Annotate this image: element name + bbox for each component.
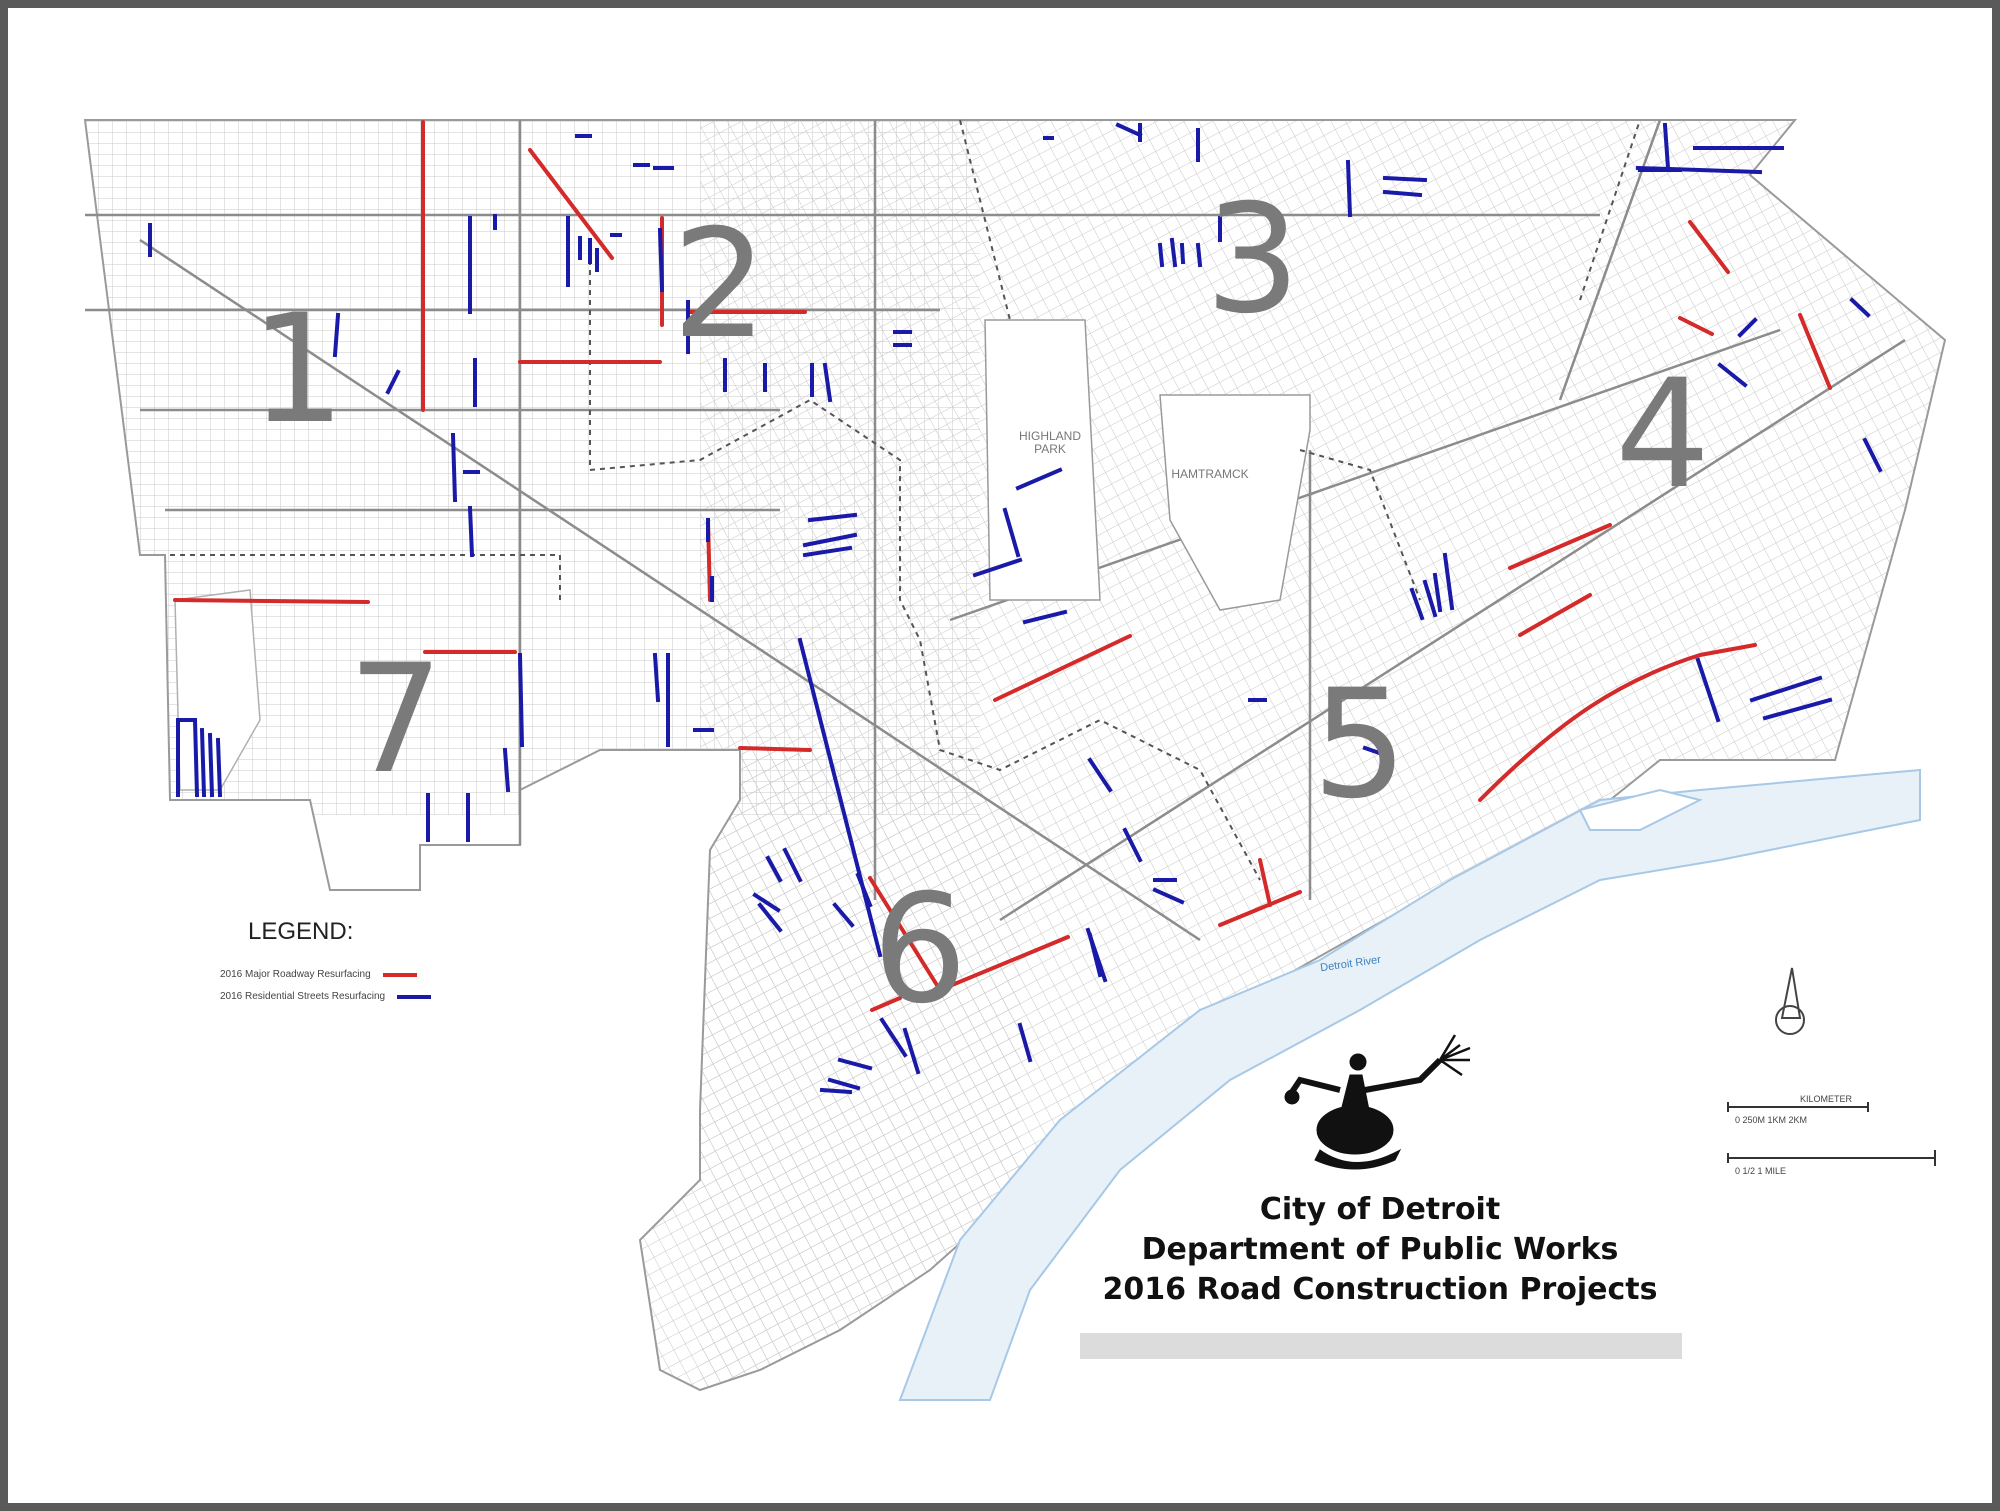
north-arrow-icon xyxy=(1776,968,1804,1034)
legend-label-residential: 2016 Residential Streets Resurfacing xyxy=(220,991,386,1002)
legend-heading: LEGEND: xyxy=(248,918,354,945)
scale-label: KILOMETER xyxy=(1800,1094,1853,1104)
district-7-label: 7 xyxy=(348,633,444,807)
subtitle-bar xyxy=(1080,1333,1682,1359)
highland-park-label: HIGHLAND PARK xyxy=(1018,429,1081,457)
legend-item-residential xyxy=(220,991,431,1002)
hamtramck-label: HAMTRAMCK xyxy=(1171,467,1249,481)
district-1-label: 1 xyxy=(250,283,346,457)
district-2-label: 2 xyxy=(672,198,768,372)
spirit-of-detroit-logo xyxy=(1285,1035,1470,1169)
district-3-label: 3 xyxy=(1205,173,1301,347)
river-label: Detroit River xyxy=(1319,953,1382,975)
district-5-label: 5 xyxy=(1312,658,1408,832)
district-4-label: 4 xyxy=(1615,348,1711,522)
scale-top-ticks: 0 250M 1KM 2KM xyxy=(1735,1115,1808,1125)
legend-label-major: 2016 Major Roadway Resurfacing xyxy=(220,969,371,980)
title-line-1: City of Detroit xyxy=(1259,1192,1501,1227)
title-line-3: 2016 Road Construction Projects xyxy=(1102,1272,1658,1307)
legend-swatch-major xyxy=(383,973,417,977)
scale-bar xyxy=(1728,1102,1935,1166)
highland-park-area xyxy=(985,320,1100,600)
legend-swatch-residential xyxy=(397,995,431,999)
scale-bottom-ticks: 0 1/2 1 MILE xyxy=(1735,1166,1787,1176)
map-title xyxy=(1030,1190,1730,1310)
legend-item-major xyxy=(220,969,417,980)
district-6-label: 6 xyxy=(872,863,968,1037)
title-line-2: Department of Public Works xyxy=(1141,1232,1619,1267)
